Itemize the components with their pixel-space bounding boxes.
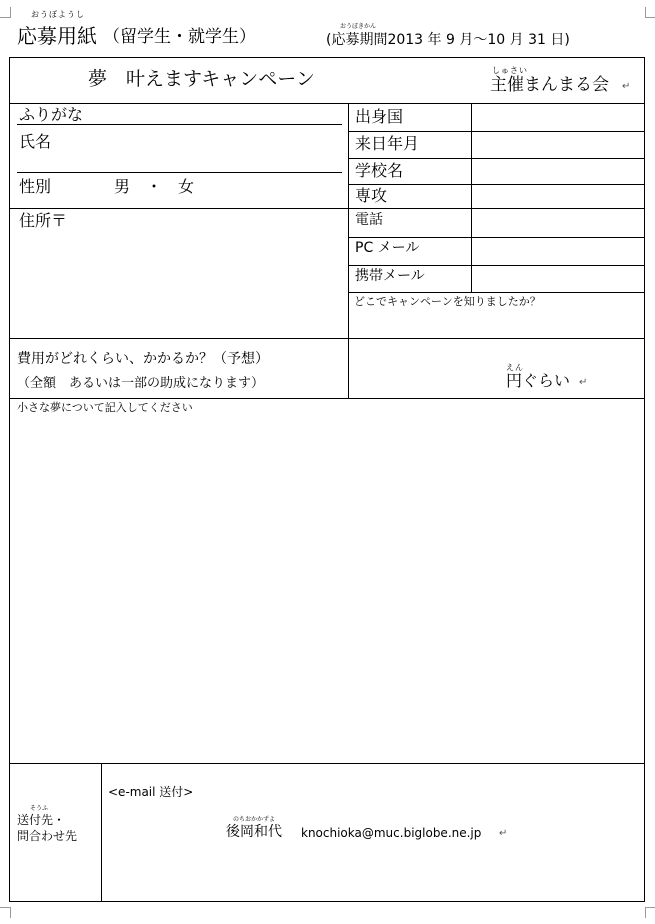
country-label: 出身国 [355,107,404,126]
phone-label: 電話 [355,212,383,228]
amount-suffix: 円ぐらい [506,371,571,390]
campaign-name: 夢 叶えますキャンペーン [88,68,315,90]
dream-prompt: 小さな夢について記入してください [17,401,193,414]
contact-label-ruby: そうふ [30,805,49,812]
gender-label: 性別 [19,177,52,196]
school-label: 学校名 [355,161,404,180]
organizer-ruby: しゅさい [492,66,528,75]
contact-method: <e-mail 送付> [108,785,194,799]
major-label: 専攻 [355,186,388,205]
address-label: 住所〒 [19,211,68,230]
contact-label-line2: 問合わせ先 [17,829,78,843]
furigana-label: ふりがな [19,105,84,124]
contact-person-ruby: のちおかかずよ [233,816,276,823]
paragraph-mark: ↵ [622,81,631,92]
contact-email[interactable]: knochioka@muc.biglobe.ne.jp [301,826,482,840]
period-ruby: おうぼきかん [340,23,377,30]
page-corner-mark [0,7,11,18]
page-corner-mark [645,7,655,18]
gender-options[interactable]: 男 ・ 女 [114,177,195,196]
organizer: 主催まんまる会 [490,75,609,95]
application-period: (応募期間2013 年 9 月～10 月 31 日) [326,32,570,48]
contact-label-line1: 送付先・ [17,813,66,827]
amount-ruby: えん [506,363,524,372]
cost-question: 費用がどれくらい、かかるか？（予想） [17,351,269,367]
cost-note: （全額 あるいは一部の助成になります） [17,376,265,391]
mobile-mail-label: 携帯メール [355,268,425,284]
pc-mail-label: PC メール [355,240,420,256]
title-ruby: おうぼようし [31,10,85,19]
page-title: 応募用紙 [17,24,97,48]
contact-person: 後岡和代 [226,824,282,840]
arrival-date-label: 来日年月 [355,134,420,153]
name-label: 氏名 [19,132,52,151]
page-corner-mark [0,907,11,918]
source-question: どこでキャンペーンを知りましたか？ [354,295,541,308]
paragraph-mark: ↵ [499,828,508,839]
paragraph-mark: ↵ [579,377,588,388]
page-corner-mark [645,907,655,918]
applicant-category: （留学生・就学生） [103,27,256,47]
